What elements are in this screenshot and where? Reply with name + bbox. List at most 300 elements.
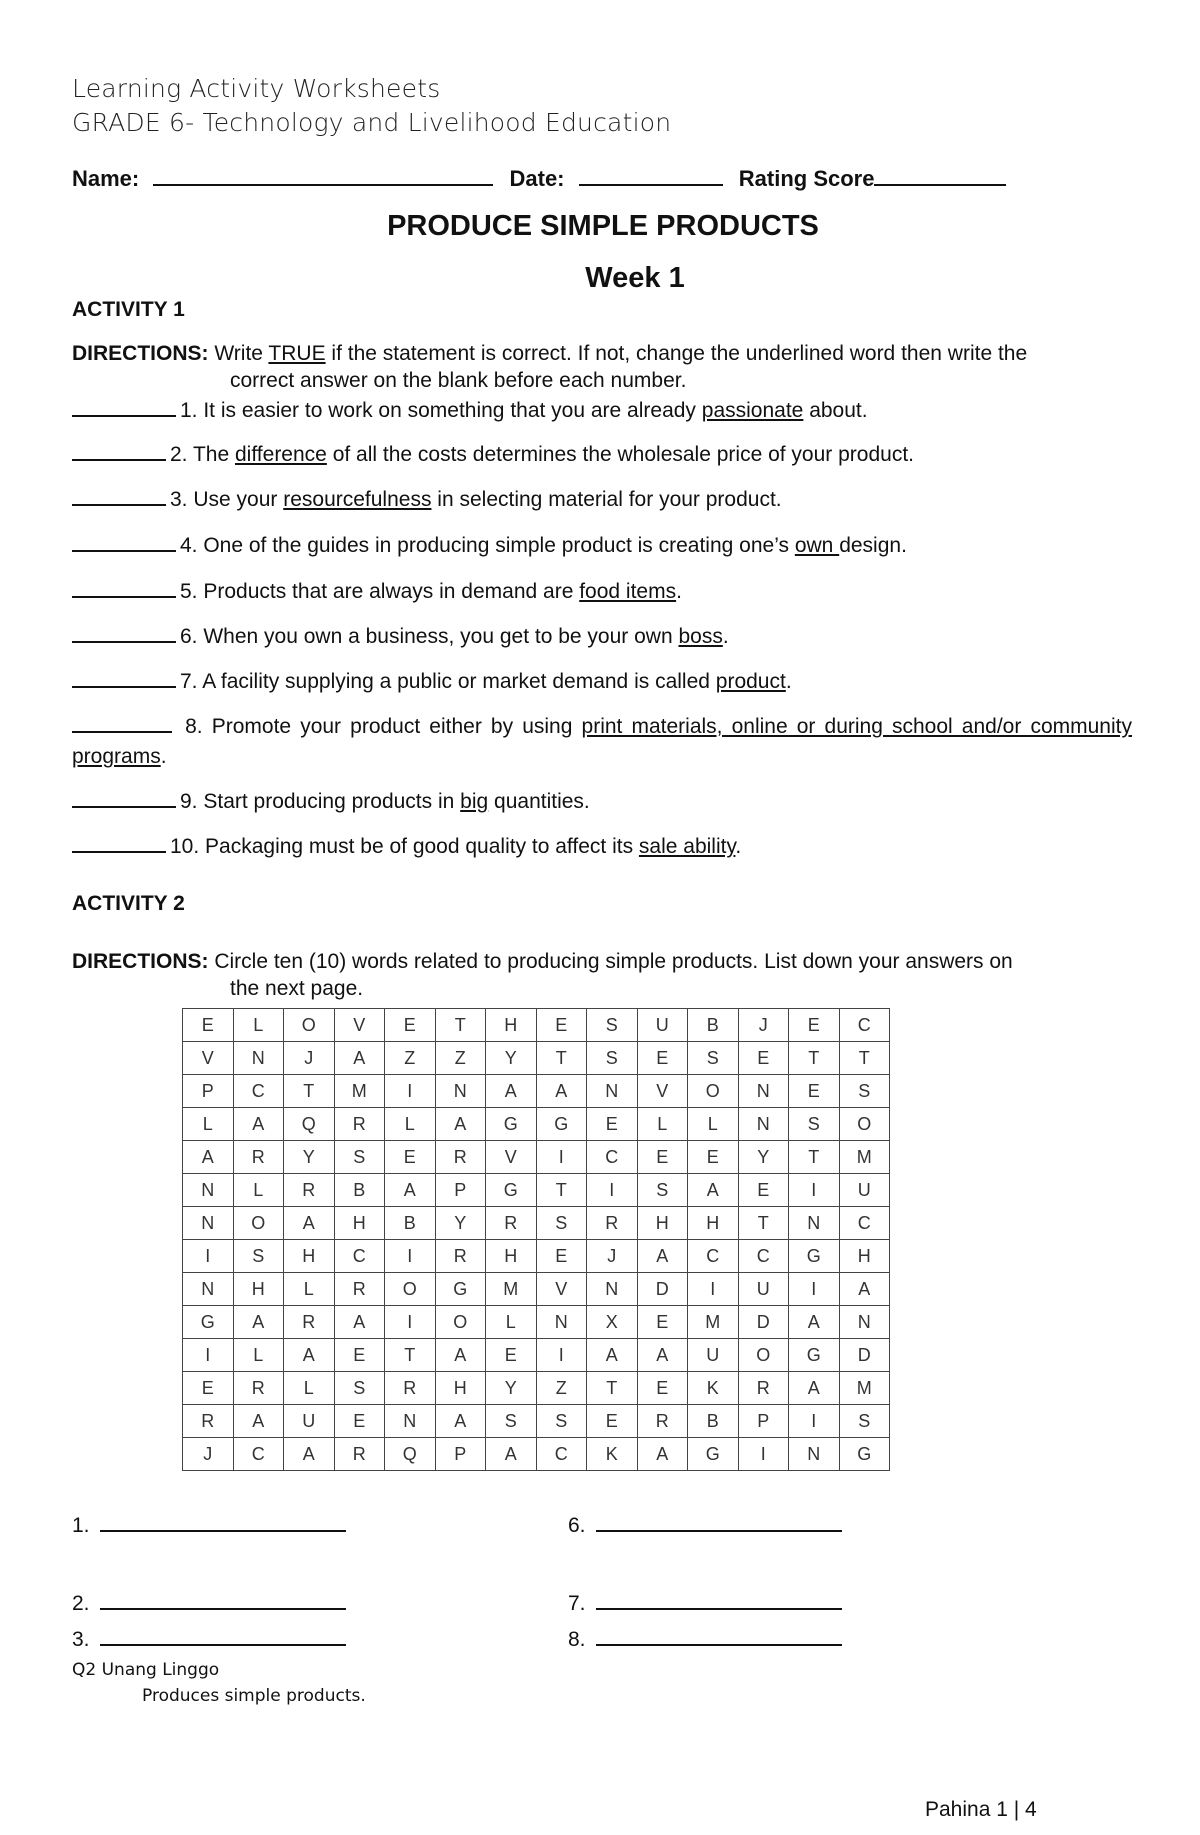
grid-letter[interactable]: E — [536, 1240, 587, 1273]
grid-letter[interactable]: E — [688, 1141, 739, 1174]
answer-number: 1. — [72, 1514, 90, 1537]
underlined-word: sale ability — [638, 835, 736, 858]
item-text-end: . — [722, 625, 729, 648]
grid-letter[interactable]: E — [789, 1009, 840, 1042]
item-text: 7. A facility supplying a public or market demand is called — [180, 670, 716, 693]
grid-letter[interactable]: A — [385, 1174, 436, 1207]
name-label: Name: — [72, 166, 140, 191]
item-text: 5. Products that are always in demand are — [180, 580, 580, 603]
grid-row — [183, 1438, 890, 1471]
underlined-word: big — [460, 790, 489, 813]
grid-letter[interactable]: E — [183, 1372, 234, 1405]
grid-letter[interactable]: O — [688, 1075, 739, 1108]
grid-letter[interactable]: M — [839, 1372, 890, 1405]
grid-letter[interactable]: E — [789, 1075, 840, 1108]
grid-letter[interactable]: N — [587, 1273, 638, 1306]
grid-letter[interactable]: M — [688, 1306, 739, 1339]
grid-letter[interactable]: R — [233, 1372, 284, 1405]
grid-letter[interactable]: J — [587, 1240, 638, 1273]
directions-text-2: correct answer on the blank before each number. — [230, 369, 687, 392]
answer-number: 2. — [72, 1592, 90, 1615]
grid-letter[interactable]: L — [688, 1108, 739, 1141]
grid-row — [183, 1009, 890, 1042]
grid-letter[interactable]: N — [385, 1405, 436, 1438]
competency-label: Produces simple products. — [142, 1686, 366, 1706]
item-text-end: . — [735, 835, 742, 858]
grid-letter[interactable]: R — [284, 1306, 335, 1339]
grid-letter[interactable]: Y — [738, 1141, 789, 1174]
directions-label: DIRECTIONS: — [72, 950, 209, 973]
answer-line — [72, 1512, 346, 1538]
grid-letter[interactable]: G — [183, 1306, 234, 1339]
answer-blank[interactable] — [72, 532, 176, 552]
item-text-end: . — [785, 670, 792, 693]
activity-1-directions — [72, 340, 1132, 394]
grid-letter[interactable]: V — [183, 1042, 234, 1075]
item-text: 4. One of the guides in producing simple product is creating one’s — [180, 534, 795, 557]
grid-letter[interactable]: G — [789, 1240, 840, 1273]
grid-letter[interactable]: T — [284, 1075, 335, 1108]
grid-letter[interactable]: R — [334, 1273, 385, 1306]
grid-letter[interactable]: N — [233, 1042, 284, 1075]
grid-letter[interactable]: R — [334, 1108, 385, 1141]
grid-letter[interactable]: M — [334, 1075, 385, 1108]
word-search-grid[interactable] — [182, 1008, 890, 1471]
grid-letter[interactable]: R — [183, 1405, 234, 1438]
true-keyword: TRUE — [268, 342, 326, 365]
item-text: 10. Packaging must be of good quality to affect its — [170, 835, 639, 858]
directions-text-1: Write TRUE if the statement is correct. If not, change the underlined word then write the — [214, 342, 1028, 365]
date-blank[interactable] — [579, 166, 723, 186]
grid-letter[interactable]: L — [284, 1273, 335, 1306]
grid-letter[interactable]: X — [587, 1306, 638, 1339]
grid-letter[interactable]: N — [183, 1174, 234, 1207]
grid-letter[interactable]: A — [334, 1306, 385, 1339]
underlined-word: passionate — [701, 399, 804, 422]
item-text-end: of all the costs determines the wholesale price of your product. — [326, 443, 914, 466]
answer-blank[interactable] — [72, 397, 176, 417]
grid-letter[interactable]: A — [839, 1273, 890, 1306]
grid-letter[interactable]: Y — [486, 1042, 537, 1075]
answer-blank[interactable] — [596, 1512, 842, 1532]
grid-letter[interactable]: G — [435, 1273, 486, 1306]
item-text: 3. Use your — [170, 488, 284, 511]
grid-letter[interactable]: A — [435, 1108, 486, 1141]
underlined-word: print materials, online or during school and/or community programs — [72, 715, 1132, 768]
grid-letter[interactable]: T — [789, 1141, 840, 1174]
grid-letter[interactable]: Y — [486, 1372, 537, 1405]
grid-letter[interactable]: E — [385, 1141, 436, 1174]
grid-letter[interactable]: E — [637, 1042, 688, 1075]
grid-letter[interactable]: C — [536, 1438, 587, 1471]
grid-letter[interactable]: A — [435, 1405, 486, 1438]
grid-letter[interactable]: E — [738, 1042, 789, 1075]
grid-letter[interactable]: E — [637, 1306, 688, 1339]
grid-letter[interactable]: N — [183, 1207, 234, 1240]
answer-blank[interactable] — [72, 486, 166, 506]
grid-letter[interactable]: R — [637, 1405, 688, 1438]
directions-text-2: the next page. — [230, 977, 364, 1000]
grid-row — [183, 1174, 890, 1207]
grid-letter[interactable]: G — [839, 1438, 890, 1471]
grid-letter[interactable]: N — [435, 1075, 486, 1108]
answer-blank[interactable] — [100, 1590, 346, 1610]
quarter-label: Q2 Unang Linggo — [72, 1660, 220, 1680]
answer-line — [72, 1590, 346, 1616]
grid-letter[interactable]: E — [183, 1009, 234, 1042]
grid-letter[interactable]: P — [738, 1405, 789, 1438]
grid-letter[interactable]: L — [233, 1339, 284, 1372]
grid-letter[interactable]: G — [536, 1108, 587, 1141]
grid-letter[interactable]: T — [839, 1042, 890, 1075]
grid-letter[interactable]: N — [738, 1075, 789, 1108]
grid-letter[interactable]: I — [183, 1240, 234, 1273]
grid-letter[interactable]: E — [637, 1141, 688, 1174]
grid-letter[interactable]: N — [839, 1306, 890, 1339]
grid-letter[interactable]: T — [536, 1174, 587, 1207]
grid-letter[interactable]: T — [385, 1339, 436, 1372]
answer-blank[interactable] — [72, 578, 176, 598]
grid-letter[interactable]: K — [587, 1438, 638, 1471]
answer-blank[interactable] — [596, 1626, 842, 1646]
grid-letter[interactable]: O — [435, 1306, 486, 1339]
answer-number: 6. — [568, 1514, 586, 1537]
grid-letter[interactable]: R — [435, 1141, 486, 1174]
answer-number: 8. — [568, 1628, 586, 1651]
page-number: Pahina 1 | 4 — [925, 1798, 1037, 1821]
grid-letter[interactable]: N — [587, 1075, 638, 1108]
activity-1-item — [72, 396, 868, 425]
grid-letter[interactable]: B — [385, 1207, 436, 1240]
activity-1-item — [72, 531, 907, 560]
grid-letter[interactable]: R — [587, 1207, 638, 1240]
grid-letter[interactable]: J — [738, 1009, 789, 1042]
grid-letter[interactable]: S — [587, 1042, 638, 1075]
grid-letter[interactable]: A — [233, 1306, 284, 1339]
grid-letter[interactable]: G — [486, 1108, 537, 1141]
grid-letter[interactable]: T — [738, 1207, 789, 1240]
grid-letter[interactable]: J — [183, 1438, 234, 1471]
underlined-word: food items — [579, 580, 677, 603]
grid-letter[interactable]: S — [789, 1108, 840, 1141]
grid-letter[interactable]: N — [183, 1273, 234, 1306]
grid-letter[interactable]: L — [486, 1306, 537, 1339]
grid-letter[interactable]: A — [284, 1207, 335, 1240]
grid-letter[interactable]: S — [587, 1009, 638, 1042]
grid-letter[interactable]: I — [587, 1174, 638, 1207]
grid-letter[interactable]: Z — [435, 1042, 486, 1075]
grid-letter[interactable]: S — [334, 1372, 385, 1405]
grid-letter[interactable]: V — [536, 1273, 587, 1306]
grid-letter[interactable]: S — [486, 1405, 537, 1438]
grid-letter[interactable]: S — [233, 1240, 284, 1273]
grid-letter[interactable]: L — [284, 1372, 335, 1405]
grid-letter[interactable]: I — [385, 1075, 436, 1108]
grid-letter[interactable]: I — [385, 1240, 436, 1273]
grid-letter[interactable]: N — [789, 1207, 840, 1240]
grid-letter[interactable]: U — [738, 1273, 789, 1306]
grid-letter[interactable]: B — [688, 1405, 739, 1438]
underlined-word: difference — [235, 443, 327, 466]
grid-letter[interactable]: R — [486, 1207, 537, 1240]
activity-2-directions — [72, 948, 1132, 1002]
answer-blank[interactable] — [100, 1626, 346, 1646]
grid-letter[interactable]: A — [334, 1042, 385, 1075]
grid-letter[interactable]: I — [183, 1339, 234, 1372]
grid-letter[interactable]: V — [486, 1141, 537, 1174]
grid-letter[interactable]: K — [688, 1372, 739, 1405]
grid-letter[interactable]: B — [334, 1174, 385, 1207]
grid-letter[interactable]: D — [637, 1273, 688, 1306]
grid-letter[interactable]: U — [637, 1009, 688, 1042]
grid-letter[interactable]: H — [435, 1372, 486, 1405]
rating-label: Rating Score — [738, 166, 875, 191]
answer-blank[interactable] — [72, 668, 176, 688]
grid-letter[interactable]: Z — [536, 1372, 587, 1405]
grid-letter[interactable]: T — [435, 1009, 486, 1042]
grid-letter[interactable]: I — [536, 1339, 587, 1372]
grid-letter[interactable]: O — [284, 1009, 335, 1042]
grid-row — [183, 1240, 890, 1273]
answer-blank[interactable] — [596, 1590, 842, 1610]
grid-row — [183, 1339, 890, 1372]
grid-letter[interactable]: R — [233, 1141, 284, 1174]
grid-row — [183, 1108, 890, 1141]
grid-letter[interactable]: R — [385, 1372, 436, 1405]
grid-letter[interactable]: U — [688, 1339, 739, 1372]
grid-letter[interactable]: S — [637, 1174, 688, 1207]
answer-blank[interactable] — [72, 833, 166, 853]
item-text: 2. The — [170, 443, 235, 466]
grid-letter[interactable]: H — [839, 1240, 890, 1273]
grid-letter[interactable]: A — [688, 1174, 739, 1207]
activity-1-item — [72, 712, 1132, 772]
grid-letter[interactable]: N — [789, 1438, 840, 1471]
header-line-2: GRADE 6- Technology and Livelihood Education — [72, 108, 672, 137]
grid-letter[interactable]: A — [637, 1240, 688, 1273]
grid-letter[interactable]: S — [688, 1042, 739, 1075]
grid-letter[interactable]: S — [839, 1075, 890, 1108]
directions-label: DIRECTIONS: — [72, 342, 209, 365]
underlined-word: product — [715, 670, 786, 693]
grid-letter[interactable]: B — [688, 1009, 739, 1042]
grid-letter[interactable]: L — [233, 1174, 284, 1207]
item-text: 1. It is easier to work on something that you are already — [180, 399, 702, 422]
grid-letter[interactable]: P — [183, 1075, 234, 1108]
grid-letter[interactable]: T — [536, 1042, 587, 1075]
grid-letter[interactable]: E — [637, 1372, 688, 1405]
grid-letter[interactable]: L — [233, 1009, 284, 1042]
grid-letter[interactable]: G — [486, 1174, 537, 1207]
grid-letter[interactable]: A — [789, 1372, 840, 1405]
grid-letter[interactable]: T — [789, 1042, 840, 1075]
grid-letter[interactable]: C — [233, 1075, 284, 1108]
grid-letter[interactable]: D — [738, 1306, 789, 1339]
grid-letter[interactable]: C — [688, 1240, 739, 1273]
student-info-row — [72, 166, 1006, 192]
grid-letter[interactable]: A — [536, 1075, 587, 1108]
grid-letter[interactable]: E — [385, 1009, 436, 1042]
grid-letter[interactable]: V — [637, 1075, 688, 1108]
grid-letter[interactable]: P — [435, 1174, 486, 1207]
answer-blank[interactable] — [72, 623, 176, 643]
grid-row — [183, 1405, 890, 1438]
grid-letter[interactable]: E — [334, 1339, 385, 1372]
grid-row — [183, 1207, 890, 1240]
grid-letter[interactable]: Y — [435, 1207, 486, 1240]
header-line-1: Learning Activity Worksheets — [72, 74, 441, 103]
grid-letter[interactable]: I — [738, 1438, 789, 1471]
grid-row — [183, 1141, 890, 1174]
grid-letter[interactable]: G — [789, 1339, 840, 1372]
grid-letter[interactable]: Z — [385, 1042, 436, 1075]
grid-letter[interactable]: R — [738, 1372, 789, 1405]
grid-letter[interactable]: I — [688, 1273, 739, 1306]
grid-letter[interactable]: H — [334, 1207, 385, 1240]
grid-letter[interactable]: M — [839, 1141, 890, 1174]
item-text-end: design. — [839, 534, 907, 557]
grid-letter[interactable]: A — [284, 1438, 335, 1471]
grid-letter[interactable]: N — [536, 1306, 587, 1339]
grid-letter[interactable]: I — [536, 1141, 587, 1174]
grid-letter[interactable]: L — [637, 1108, 688, 1141]
item-text: 8. Promote your product either by using — [176, 715, 582, 738]
grid-letter[interactable]: A — [435, 1339, 486, 1372]
grid-letter[interactable]: E — [587, 1405, 638, 1438]
grid-letter[interactable]: D — [839, 1339, 890, 1372]
grid-letter[interactable]: A — [637, 1438, 688, 1471]
grid-letter[interactable]: M — [486, 1273, 537, 1306]
activity-1-item — [72, 667, 792, 696]
grid-letter[interactable]: C — [839, 1009, 890, 1042]
grid-letter[interactable]: H — [233, 1273, 284, 1306]
answer-blank[interactable] — [72, 788, 176, 808]
grid-letter[interactable]: N — [738, 1108, 789, 1141]
item-text-end: . — [676, 580, 682, 603]
date-label: Date: — [509, 166, 565, 191]
grid-letter[interactable]: R — [284, 1174, 335, 1207]
grid-letter[interactable]: E — [536, 1009, 587, 1042]
grid-letter[interactable]: I — [789, 1174, 840, 1207]
name-blank[interactable] — [153, 166, 493, 186]
grid-letter[interactable]: T — [587, 1372, 638, 1405]
grid-letter[interactable]: H — [637, 1207, 688, 1240]
item-text: 9. Start producing products in — [180, 790, 461, 813]
answer-line — [568, 1626, 842, 1652]
grid-letter[interactable]: C — [839, 1207, 890, 1240]
grid-letter[interactable]: A — [486, 1438, 537, 1471]
grid-letter[interactable]: J — [284, 1042, 335, 1075]
grid-letter[interactable]: C — [738, 1240, 789, 1273]
grid-letter[interactable]: L — [385, 1108, 436, 1141]
grid-letter[interactable]: A — [183, 1141, 234, 1174]
answer-line — [568, 1590, 842, 1616]
grid-letter[interactable]: Q — [284, 1108, 335, 1141]
grid-letter[interactable]: A — [587, 1339, 638, 1372]
grid-letter[interactable]: A — [233, 1108, 284, 1141]
grid-letter[interactable]: O — [385, 1273, 436, 1306]
grid-row — [183, 1042, 890, 1075]
grid-letter[interactable]: U — [839, 1174, 890, 1207]
grid-letter[interactable]: S — [536, 1207, 587, 1240]
grid-letter[interactable]: C — [587, 1141, 638, 1174]
grid-letter[interactable]: C — [334, 1240, 385, 1273]
directions-text-1: Circle ten (10) words related to producing simple products. List down your answers on — [214, 950, 1013, 973]
grid-letter[interactable]: H — [486, 1240, 537, 1273]
answer-line — [568, 1512, 842, 1538]
grid-letter[interactable]: E — [738, 1174, 789, 1207]
grid-letter[interactable]: R — [435, 1240, 486, 1273]
grid-row — [183, 1372, 890, 1405]
answer-line — [72, 1626, 346, 1652]
grid-letter[interactable]: R — [334, 1438, 385, 1471]
grid-row — [183, 1075, 890, 1108]
underlined-word: resourcefulness — [283, 488, 432, 511]
grid-letter[interactable]: A — [637, 1339, 688, 1372]
activity-2-label: ACTIVITY 2 — [72, 892, 185, 915]
grid-letter[interactable]: G — [688, 1438, 739, 1471]
item-text-end: in selecting material for your product. — [431, 488, 782, 511]
grid-letter[interactable]: S — [839, 1405, 890, 1438]
answer-blank[interactable] — [72, 441, 166, 461]
grid-letter[interactable]: S — [334, 1141, 385, 1174]
answer-blank[interactable] — [72, 713, 172, 733]
item-text-end: quantities. — [488, 790, 590, 813]
answer-number: 7. — [568, 1592, 586, 1615]
activity-1-item — [72, 832, 741, 861]
grid-letter[interactable]: I — [385, 1306, 436, 1339]
grid-row — [183, 1306, 890, 1339]
grid-letter[interactable]: V — [334, 1009, 385, 1042]
grid-letter[interactable]: O — [738, 1339, 789, 1372]
grid-letter[interactable]: H — [486, 1009, 537, 1042]
answer-number: 3. — [72, 1628, 90, 1651]
underlined-word: boss — [678, 625, 723, 648]
grid-letter[interactable]: U — [284, 1405, 335, 1438]
grid-letter[interactable]: E — [486, 1339, 537, 1372]
grid-letter[interactable]: A — [789, 1306, 840, 1339]
grid-letter[interactable]: C — [233, 1438, 284, 1471]
underlined-word: own — [794, 534, 840, 557]
grid-letter[interactable]: P — [435, 1438, 486, 1471]
grid-letter[interactable]: Y — [284, 1141, 335, 1174]
grid-letter[interactable]: Q — [385, 1438, 436, 1471]
activity-1-item — [72, 440, 914, 469]
grid-letter[interactable]: I — [789, 1273, 840, 1306]
grid-letter[interactable]: A — [284, 1339, 335, 1372]
activity-1-item — [72, 577, 682, 606]
grid-letter[interactable]: I — [789, 1405, 840, 1438]
grid-letter[interactable]: O — [233, 1207, 284, 1240]
grid-letter[interactable]: E — [334, 1405, 385, 1438]
grid-row — [183, 1273, 890, 1306]
grid-letter[interactable]: H — [284, 1240, 335, 1273]
grid-letter[interactable]: L — [183, 1108, 234, 1141]
grid-letter[interactable]: A — [233, 1405, 284, 1438]
item-text: 6. When you own a business, you get to be your own — [180, 625, 679, 648]
activity-1-item — [72, 622, 729, 651]
activity-1-item — [72, 485, 782, 514]
activity-1-item — [72, 787, 590, 816]
rating-blank[interactable] — [874, 166, 1006, 186]
answer-blank[interactable] — [100, 1512, 346, 1532]
grid-letter[interactable]: S — [536, 1405, 587, 1438]
grid-letter[interactable]: H — [688, 1207, 739, 1240]
grid-letter[interactable]: E — [587, 1108, 638, 1141]
activity-1-label: ACTIVITY 1 — [72, 298, 185, 321]
grid-letter[interactable]: O — [839, 1108, 890, 1141]
grid-letter[interactable]: A — [486, 1075, 537, 1108]
